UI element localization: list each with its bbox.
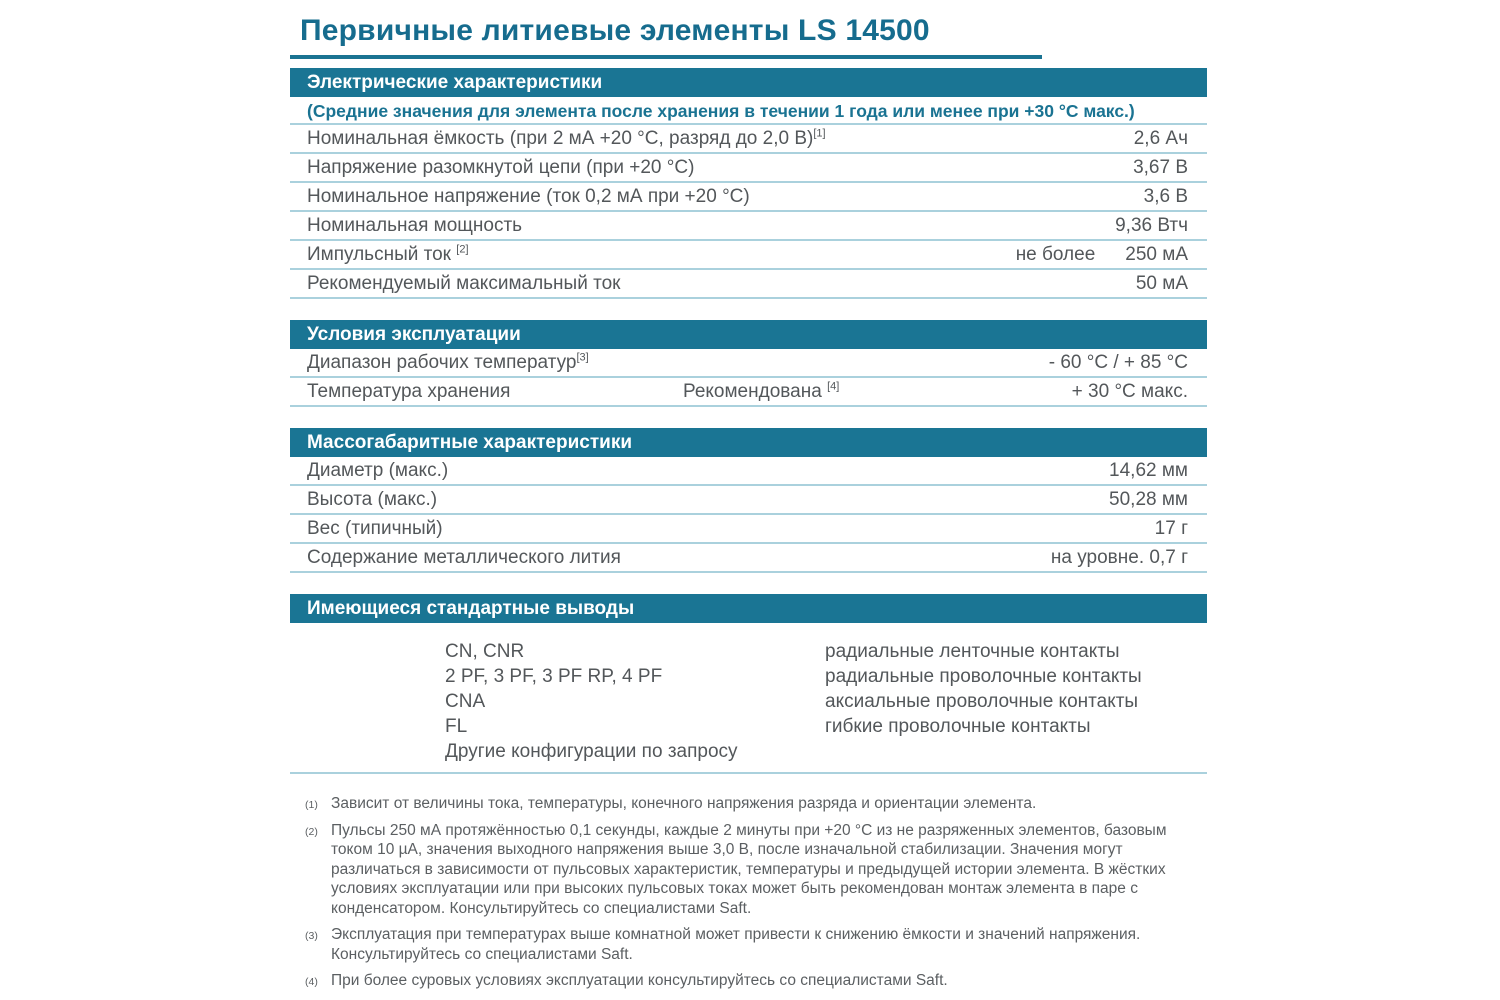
row-label: Содержание металлического лития xyxy=(307,547,621,568)
footnote-marker: (2) xyxy=(305,825,318,838)
termination-code: CN, CNR xyxy=(445,641,525,662)
spec-row-nominal-capacity xyxy=(290,125,1207,154)
footnote-text: Пульсы 250 мА протяжённостью 0,1 секунды, каждые 2 минуты при +20 °C из не разряженных элементов, базовым током 10 µА, значения выходного напряжения выше 3,0 В, после изначальной стабилизации. Значения могут различаться в зависимости от пульсовых характеристик, температуры и предыдущей истории элемента. В жёстких условиях эксплуатации или при высоких пульсовых токах может быть рекомендован монтаж элемента в паре с конденсатором. Консультируйтесь со специалистами Saft. xyxy=(331,821,1167,917)
row-label: Напряжение разомкнутой цепи (при +20 °C) xyxy=(307,157,695,178)
section-header-terminations: Имеющиеся стандартные выводы xyxy=(290,594,1207,623)
row-value: - 60 °C / + 85 °C xyxy=(1048,352,1188,373)
row-value: + 30 °C макс. xyxy=(1071,381,1188,402)
section-subtitle-electrical: (Средние значения для элемента после хранения в течении 1 года или менее при +30 °C макс.) xyxy=(290,97,1207,125)
row-value: 9,36 Втч xyxy=(1115,215,1188,236)
spec-row-nominal-voltage xyxy=(290,183,1207,212)
row-qualifier: Рекомендована [4] xyxy=(683,380,840,402)
termination-code: CNA xyxy=(445,691,486,712)
title-underline xyxy=(290,55,1042,59)
footnote-3 xyxy=(305,925,1207,964)
row-qualifier: не более xyxy=(1015,244,1096,265)
footnote-text: При более суровых условиях эксплуатации консультируйтесь со специалистами Saft. xyxy=(331,972,948,989)
spec-row-temperature-range xyxy=(290,349,1207,378)
termination-code: 2 PF, 3 PF, 3 PF RP, 4 PF xyxy=(445,666,663,687)
row-label: Диапазон рабочих температур[3] xyxy=(307,351,589,373)
row-value: на уровне. 0,7 г xyxy=(1050,547,1188,568)
spec-row-nominal-energy xyxy=(290,212,1207,241)
row-value: 250 мА xyxy=(1125,244,1188,265)
termination-description: радиальные проволочные контакты xyxy=(825,666,1142,687)
row-label: Номинальное напряжение (ток 0,2 мА при +20 °C) xyxy=(307,186,750,207)
termination-row xyxy=(445,714,1207,739)
footnote-ref-4: [4] xyxy=(827,380,840,393)
terminations-list xyxy=(290,623,1207,774)
row-label: Импульсный ток [2] xyxy=(307,243,469,265)
termination-description xyxy=(825,739,1207,764)
section-electrical xyxy=(290,68,1207,299)
section-header-dimensions: Массогабаритные характеристики xyxy=(290,428,1207,457)
row-value: 3,67 В xyxy=(1133,157,1188,178)
section-header-operating: Условия эксплуатации xyxy=(290,320,1207,349)
footnote-text: Эксплуатация при температурах выше комнатной может привести к снижению ёмкости и значений напряжения. Консультируйтесь со специалистами Saft. xyxy=(331,926,1141,963)
spec-row-height xyxy=(290,486,1207,515)
termination-row xyxy=(445,739,1207,764)
spec-row-diameter xyxy=(290,457,1207,486)
section-terminations xyxy=(290,594,1207,774)
termination-description: гибкие проволочные контакты xyxy=(825,716,1091,737)
termination-code: FL xyxy=(445,716,468,737)
row-label: Вес (типичный) xyxy=(307,518,443,539)
row-label: Высота (макс.) xyxy=(307,489,438,510)
footnote-ref-1: [1] xyxy=(813,127,826,140)
termination-description: радиальные ленточные контакты xyxy=(825,641,1120,662)
termination-description: аксиальные проволочные контакты xyxy=(825,691,1139,712)
row-value: 3,6 В xyxy=(1143,186,1188,207)
page-title: Первичные литиевые элементы LS 14500 xyxy=(300,14,930,47)
termination-code: Другие конфигурации по запросу xyxy=(445,741,738,762)
footnote-marker: (4) xyxy=(305,976,318,988)
row-label: Рекомендуемый максимальный ток xyxy=(307,273,621,294)
section-operating xyxy=(290,320,1207,407)
section-header-electrical: Электрические характеристики xyxy=(290,68,1207,97)
spec-row-storage-temperature xyxy=(290,378,1207,407)
footnote-text: Зависит от величины тока, температуры, конечного напряжения разряда и ориентации элемента. xyxy=(331,795,1037,812)
spec-row-lithium-content xyxy=(290,544,1207,573)
footnote-marker: (3) xyxy=(305,930,318,942)
row-value: 14,62 мм xyxy=(1109,460,1188,481)
content-column xyxy=(290,14,1207,998)
termination-row xyxy=(445,664,1207,689)
footnote-ref-3: [3] xyxy=(576,351,589,364)
termination-row xyxy=(445,639,1207,664)
row-value: 50 мА xyxy=(1135,273,1188,294)
row-value: 2,6 Ач xyxy=(1133,128,1188,149)
footnote-4 xyxy=(305,971,1207,991)
spec-row-max-recommended-current xyxy=(290,270,1207,299)
footnote-marker: (1) xyxy=(305,799,318,811)
row-label: Температура хранения xyxy=(307,381,511,402)
spec-row-weight xyxy=(290,515,1207,544)
footnote-ref-2: [2] xyxy=(456,243,469,256)
row-label: Диаметр (макс.) xyxy=(307,460,449,481)
footnote-2 xyxy=(305,821,1207,919)
row-label: Номинальная мощность xyxy=(307,215,523,236)
footnotes xyxy=(290,794,1207,991)
row-value: 50,28 мм xyxy=(1109,489,1188,510)
termination-row xyxy=(445,689,1207,714)
section-dimensions xyxy=(290,428,1207,573)
spec-row-open-circuit-voltage xyxy=(290,154,1207,183)
spec-row-pulse-current xyxy=(290,241,1207,270)
footnote-1 xyxy=(305,794,1207,814)
row-value: 17 г xyxy=(1154,518,1188,539)
row-label: Номинальная ёмкость (при 2 мА +20 °C, разряд до 2,0 В)[1] xyxy=(307,127,826,149)
